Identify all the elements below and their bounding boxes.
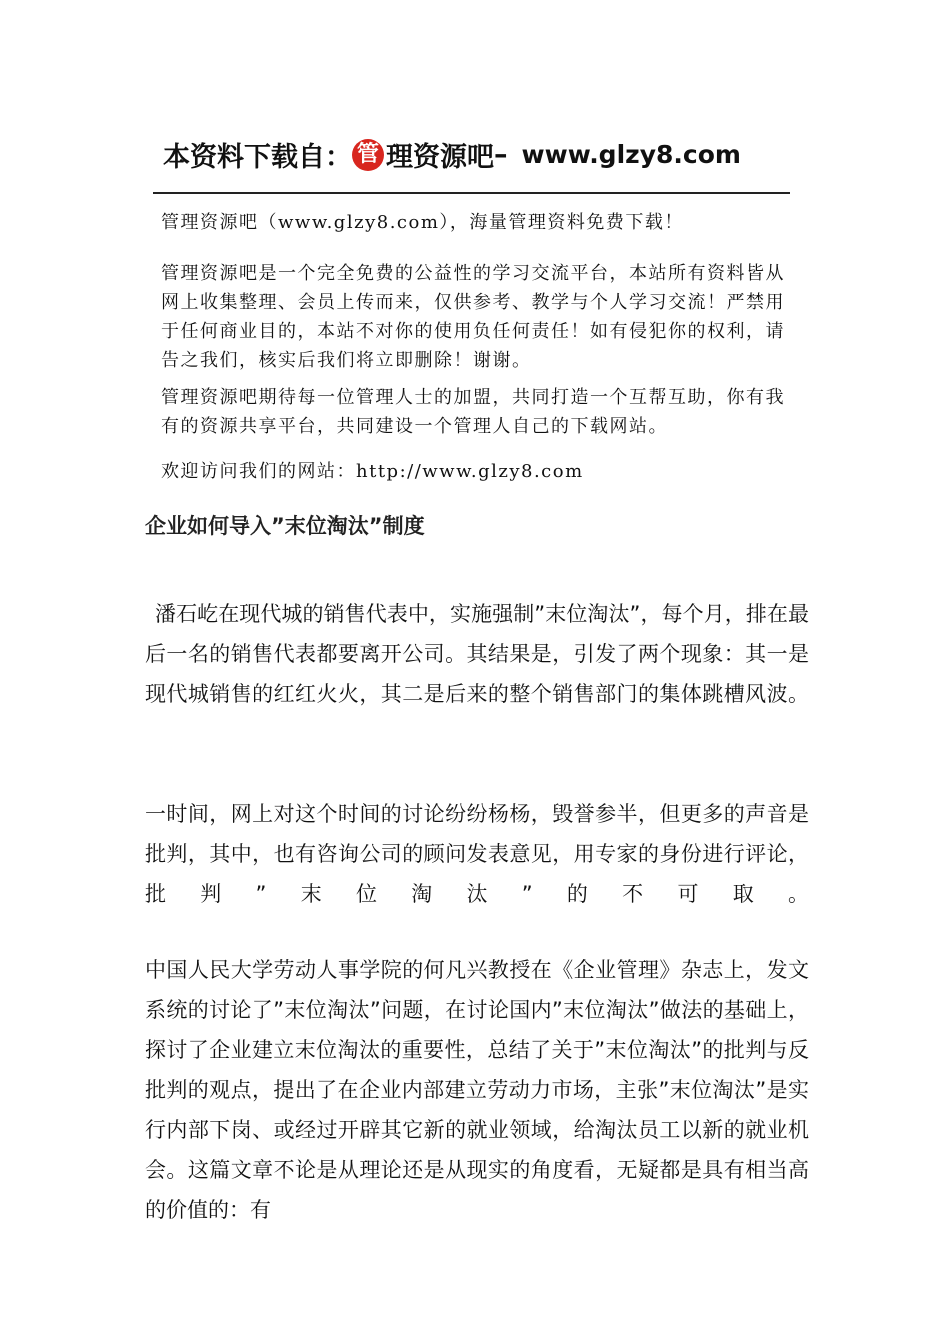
banner-line-website[interactable]: 欢迎访问我们的网站：http://www.glzy8.com <box>161 461 584 482</box>
document-title: 企业如何导入”末位淘汰”制度 <box>145 514 425 538</box>
banner-divider <box>153 192 790 194</box>
paragraph-3: 中国人民大学劳动人事学院的何凡兴教授在《企业管理》杂志上，发文系统的讨论了”末位淘汰”问题，在讨论国内”末位淘汰”做法的基础上，探讨了企业建立末位淘汰的重要性，总结了关于”末位淘汰”的批判与反批判的观点，提出了在企业内部建立劳动力市场，主张”末位淘汰”是实行内部下岗、或经过开辟其它新的就业领域，给淘汰员工以新的就业机会。这篇文章不论是从理论还是从现实的角度看，无疑都是具有相当高的价值的：有 <box>145 958 809 1222</box>
site-logo-icon: 管 <box>352 139 384 171</box>
banner-separator: – <box>494 139 508 170</box>
banner-line-disclaimer: 管理资源吧是一个完全免费的公益性的学习交流平台，本站所有资料皆从网上收集整理、会员上传而来，仅供参考、教学与个人学习交流！严禁用于任何商业目的，本站不对你的使用负任何责任！如有侵犯你的权利，请告之我们，核实后我们将立即删除！谢谢。 <box>161 263 785 371</box>
banner-line-free-download: 管理资源吧（www.glzy8.com），海量管理资料免费下载！ <box>161 212 684 233</box>
banner-url[interactable]: www.glzy8.com <box>521 140 741 169</box>
banner-line-invitation: 管理资源吧期待每一位管理人士的加盟，共同打造一个互帮互助，你有我有的资源共享平台，共同建设一个管理人自己的下载网站。 <box>161 387 785 437</box>
banner-title <box>163 135 741 174</box>
paragraph-1: 潘石屹在现代城的销售代表中，实施强制”末位淘汰”，每个月，排在最后一名的销售代表都要离开公司。其结果是，引发了两个现象：其一是现代城销售的红红火火，其二是后来的整个销售部门的集体跳槽风波。 <box>145 602 809 706</box>
banner-site-name: 理资源吧 <box>386 142 494 173</box>
paragraph-2: 一时间，网上对这个时间的讨论纷纷杨杨，毁誉参半，但更多的声音是批判，其中，也有咨询公司的顾问发表意见，用专家的身份进行评论，批判”末位淘汰”的不可取。 <box>145 802 809 906</box>
banner-prefix: 本资料下载自： <box>163 142 352 173</box>
